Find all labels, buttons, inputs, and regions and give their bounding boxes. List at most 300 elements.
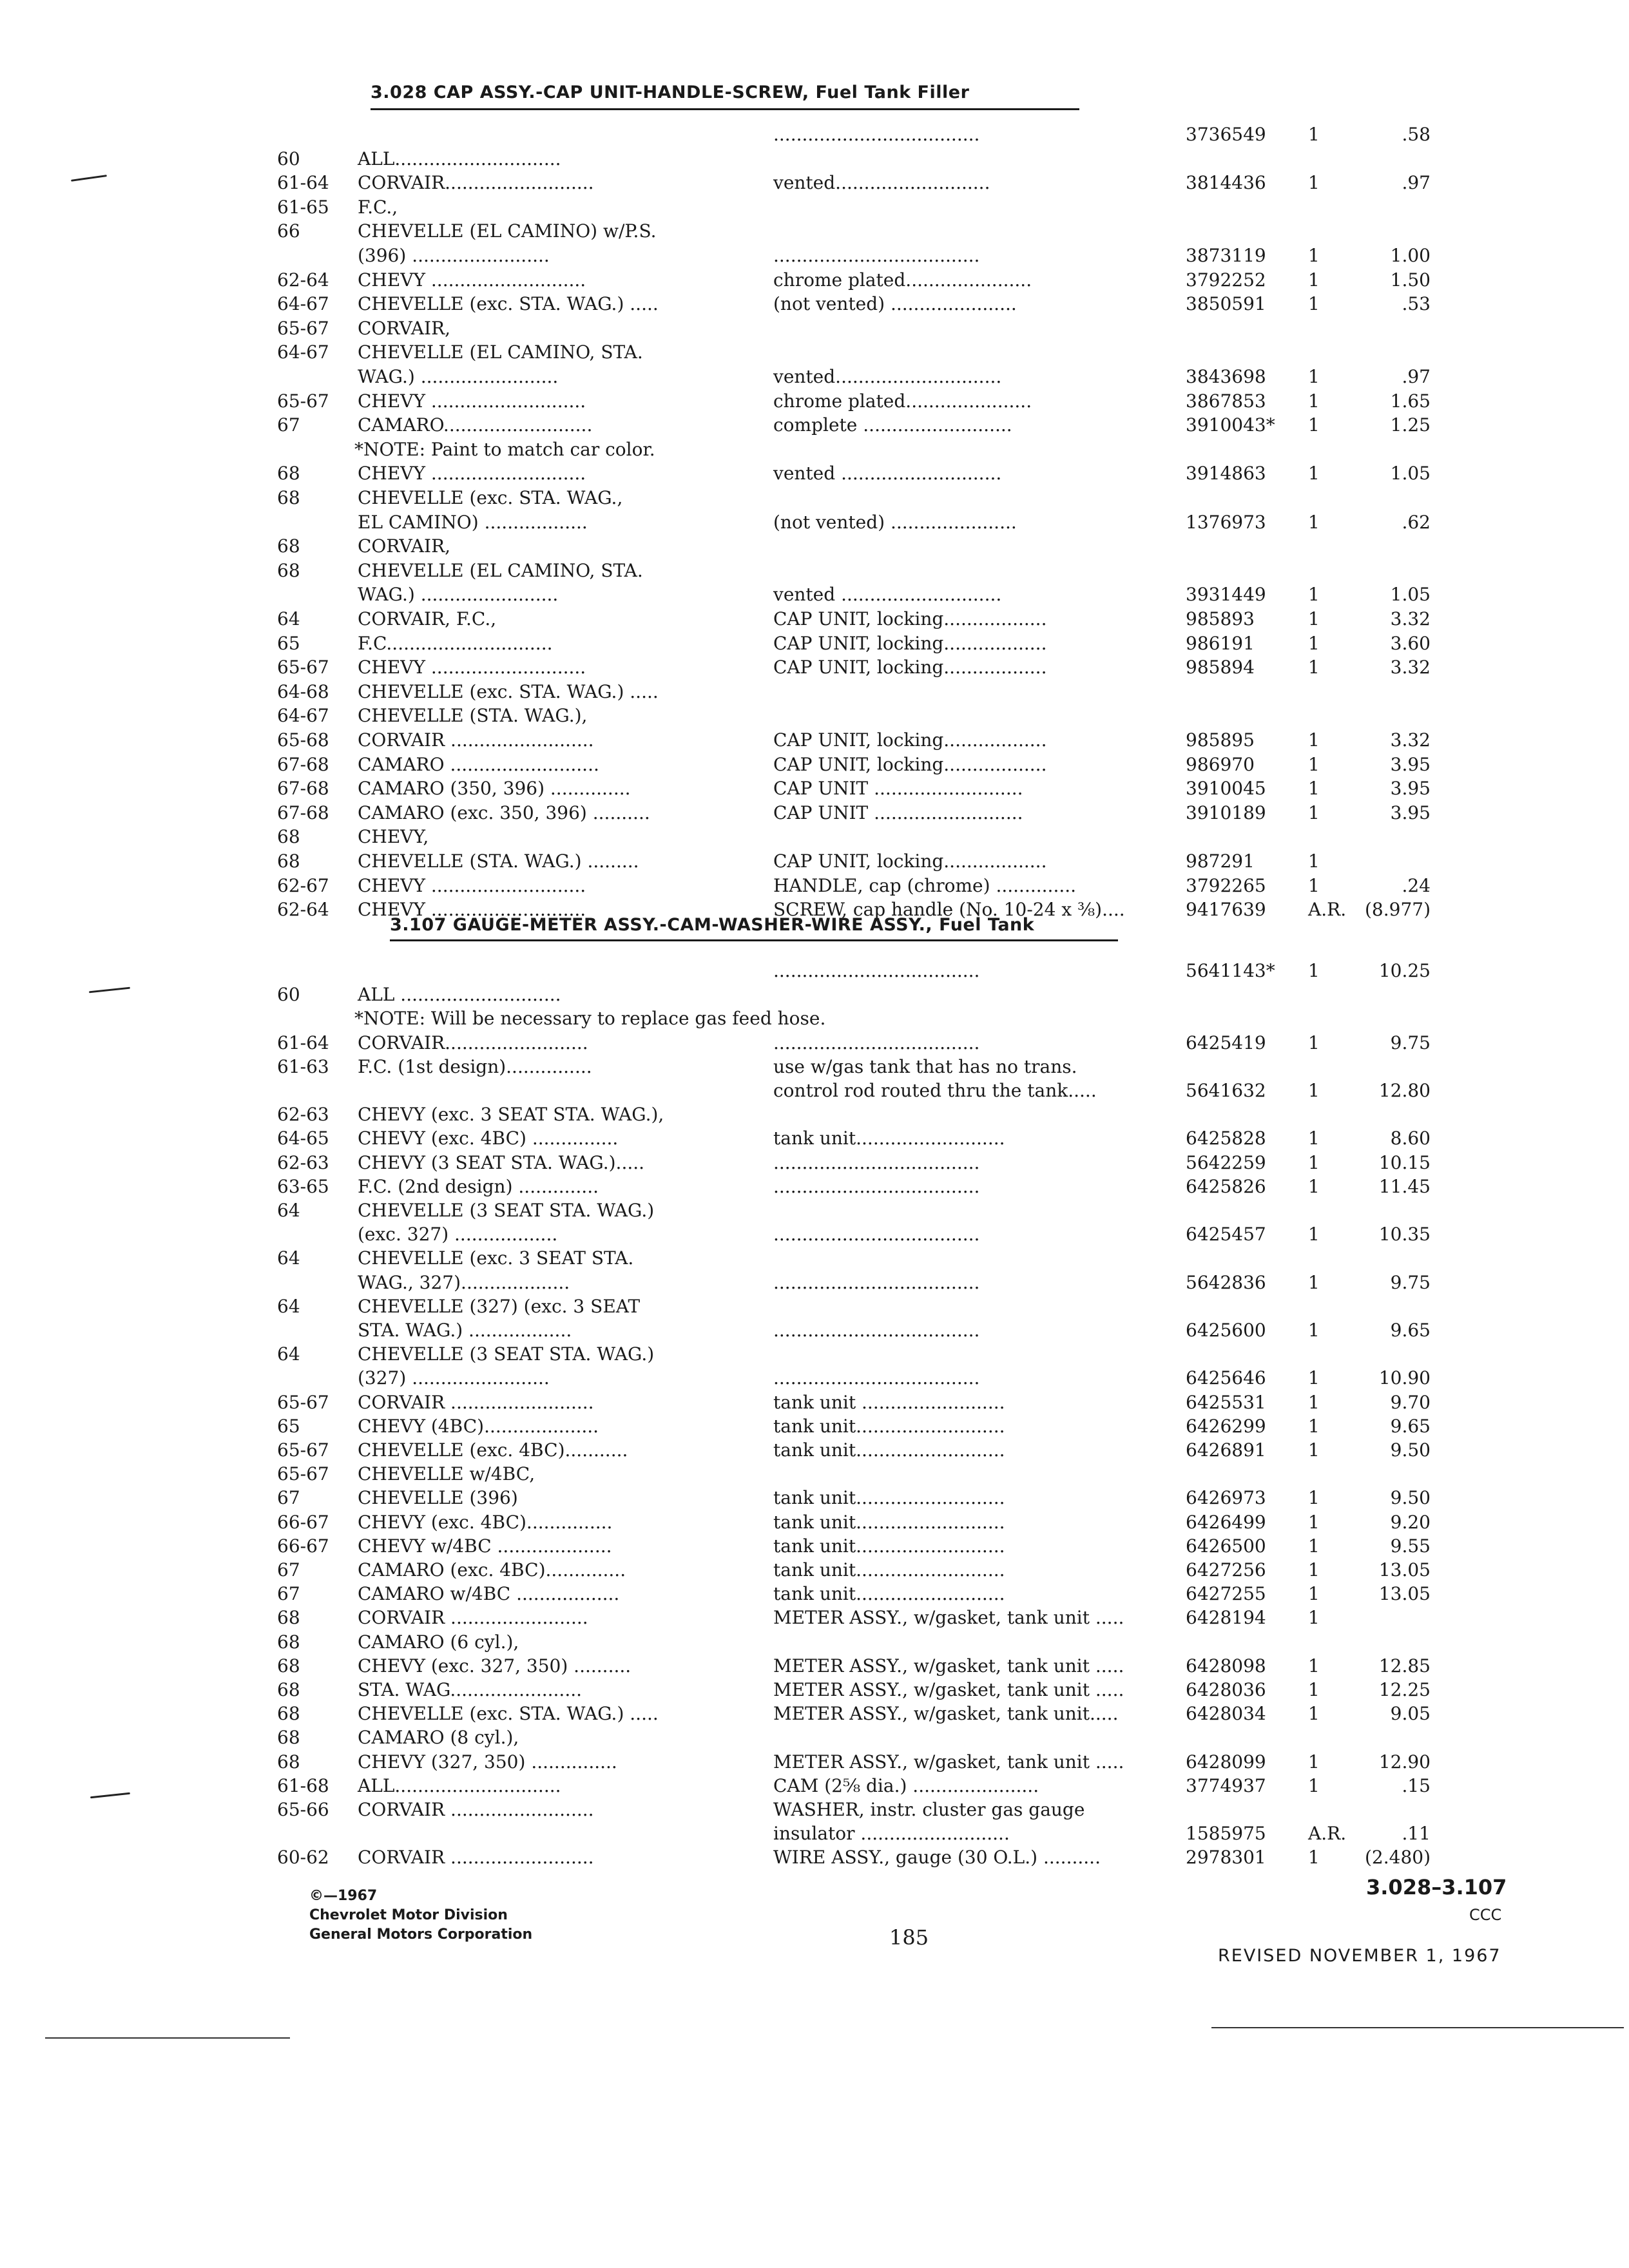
quantity-cell: 1 (1308, 1175, 1320, 1197)
price-cell: 9.65 (1390, 1320, 1431, 1341)
part-number-cell: 3774937 (1186, 1774, 1266, 1796)
year-cell: 62-63 (277, 1104, 329, 1126)
quantity-cell: 1 (1308, 463, 1320, 485)
description-cell: .................................... (773, 1224, 980, 1245)
part-number-cell: 3914863 (1186, 463, 1266, 485)
year-cell: 68 (277, 1607, 300, 1629)
year-cell: 64 (277, 1200, 300, 1221)
price-cell: .11 (1402, 1823, 1431, 1845)
description-cell: complete .......................... (773, 414, 1012, 436)
description-cell: .................................... (773, 1032, 980, 1053)
table-row (0, 535, 1629, 557)
table-row (0, 705, 1629, 727)
part-number-cell: 9417639 (1186, 899, 1266, 921)
model-cell: CHEVELLE (327) (exc. 3 SEAT (358, 1295, 641, 1317)
table-row (0, 1343, 1629, 1365)
model-cell: CHEVELLE (exc. STA. WAG.) ..... (358, 293, 659, 315)
model-cell: CHEVELLE (STA. WAG.), (358, 705, 588, 727)
table-row (0, 318, 1629, 340)
model-cell: CHEVY (exc. 4BC) ............... (358, 1128, 619, 1149)
quantity-cell: 1 (1308, 1271, 1320, 1293)
price-cell: .97 (1402, 366, 1431, 387)
model-cell: CHEVELLE w/4BC, (358, 1463, 535, 1485)
year-cell: 67 (277, 414, 300, 436)
description-cell: .................................... (773, 1271, 980, 1293)
table-row (0, 1512, 1629, 1533)
part-number-cell: 3736549 (1186, 124, 1266, 145)
part-number-cell: 5641632 (1186, 1080, 1266, 1101)
quantity-cell: 1 (1308, 1151, 1320, 1173)
price-cell: 1.00 (1390, 245, 1431, 266)
table-row (0, 960, 1629, 982)
table-row (0, 608, 1629, 630)
model-cell: CORVAIR ......................... (358, 1847, 594, 1869)
year-cell: 61-68 (277, 1774, 329, 1796)
year-cell: 65-67 (277, 1463, 329, 1485)
model-cell: (exc. 327) .................. (358, 1224, 558, 1245)
part-number-cell: 3910043* (1186, 414, 1275, 436)
year-cell: 66 (277, 220, 300, 242)
description-cell: CAP UNIT, locking.................. (773, 729, 1047, 751)
model-cell: EL CAMINO) .................. (358, 511, 588, 533)
description-cell: CAP UNIT, locking.................. (773, 753, 1047, 775)
description-cell: CAM (2⅝ dia.) ...................... (773, 1774, 1039, 1796)
table-row (0, 802, 1629, 824)
description-cell: .................................... (773, 124, 980, 145)
description-cell: CAP UNIT .......................... (773, 778, 1023, 800)
table-row (0, 512, 1629, 533)
model-cell: CHEVELLE (EL CAMINO, STA. (358, 559, 643, 581)
price-cell: .15 (1402, 1774, 1431, 1796)
description-cell: tank unit.......................... (773, 1535, 1005, 1557)
table-row (0, 1631, 1629, 1653)
table-row (0, 1703, 1629, 1725)
quantity-cell: 1 (1308, 729, 1320, 751)
table-row (0, 148, 1629, 170)
table-row (0, 1032, 1629, 1054)
year-cell: 67 (277, 1487, 300, 1509)
table-row (0, 1727, 1629, 1749)
table-row (0, 390, 1629, 412)
table-row (0, 1200, 1629, 1222)
price-cell: 9.70 (1390, 1391, 1431, 1413)
description-cell: WIRE ASSY., gauge (30 O.L.) .......... (773, 1847, 1101, 1869)
price-cell: 9.50 (1390, 1487, 1431, 1509)
description-cell: tank unit ......................... (773, 1391, 1005, 1413)
part-number-cell: 3792265 (1186, 874, 1266, 896)
quantity-cell: 1 (1308, 124, 1320, 145)
table-row (0, 754, 1629, 776)
model-cell: CORVAIR......................... (358, 1032, 588, 1053)
year-cell: 68 (277, 1631, 300, 1653)
quantity-cell: 1 (1308, 414, 1320, 436)
year-cell: 65-67 (277, 1439, 329, 1461)
note-row (0, 1008, 1629, 1030)
part-number-cell: 5642259 (1186, 1151, 1266, 1173)
quantity-cell: 1 (1308, 172, 1320, 194)
note-text: *NOTE: Paint to match car color. (354, 438, 655, 460)
description-cell: tank unit.......................... (773, 1559, 1005, 1581)
model-cell: STA. WAG....................... (358, 1679, 583, 1700)
quantity-cell: 1 (1308, 1511, 1320, 1533)
model-cell: CHEVY (exc. 4BC)............... (358, 1511, 613, 1533)
description-cell: (not vented) ...................... (773, 293, 1017, 315)
price-cell: 3.95 (1390, 753, 1431, 775)
part-number-cell: 6425457 (1186, 1224, 1266, 1245)
part-number-cell: 1376973 (1186, 511, 1266, 533)
year-cell: 64-67 (277, 705, 329, 727)
model-cell: CHEVY ........................... (358, 390, 586, 412)
description-cell: METER ASSY., w/gasket, tank unit ..... (773, 1655, 1124, 1677)
price-cell: 3.32 (1390, 729, 1431, 751)
quantity-cell: 1 (1308, 1487, 1320, 1509)
price-cell: 10.90 (1378, 1367, 1431, 1389)
model-cell: CHEVELLE (exc. STA. WAG., (358, 487, 623, 508)
table-row (0, 124, 1629, 146)
model-cell: WAG.) ........................ (358, 366, 559, 387)
price-cell: 12.90 (1378, 1751, 1431, 1773)
year-cell: 62-63 (277, 1151, 329, 1173)
year-cell: 63-65 (277, 1175, 329, 1197)
quantity-cell: 1 (1308, 511, 1320, 533)
model-cell: CHEVY ........................... (358, 874, 586, 896)
part-number-cell: 3910045 (1186, 778, 1266, 800)
year-cell: 66-67 (277, 1535, 329, 1557)
table-row (0, 293, 1629, 315)
part-number-cell: 6426500 (1186, 1535, 1266, 1557)
price-cell: 11.45 (1378, 1175, 1431, 1197)
year-cell: 68 (277, 1727, 300, 1749)
description-cell: CAP UNIT, locking.................. (773, 850, 1047, 872)
price-cell: 10.25 (1378, 960, 1431, 981)
model-cell: CHEVELLE (exc. STA. WAG.) ..... (358, 1703, 659, 1725)
description-cell: insulator .......................... (773, 1823, 1010, 1845)
table-row (0, 1367, 1629, 1389)
price-cell: 1.50 (1390, 269, 1431, 291)
section-title-3107: 3.107 GAUGE-METER ASSY.-CAM-WASHER-WIRE ASSY., Fuel Tank (390, 915, 1035, 935)
table-row (0, 826, 1629, 848)
year-cell: 67 (277, 1559, 300, 1581)
price-cell: 3.32 (1390, 657, 1431, 678)
year-cell: 68 (277, 1703, 300, 1725)
model-cell: CHEVY, (358, 826, 429, 848)
year-cell: 65-67 (277, 657, 329, 678)
price-cell: 3.32 (1390, 608, 1431, 629)
quantity-cell: 1 (1308, 1080, 1320, 1101)
table-row (0, 1247, 1629, 1269)
price-cell: 10.35 (1378, 1224, 1431, 1245)
price-cell: 1.05 (1390, 463, 1431, 485)
year-cell: 60 (277, 148, 300, 169)
table-row (0, 197, 1629, 218)
description-cell: tank unit.......................... (773, 1487, 1005, 1509)
year-cell: 62-67 (277, 874, 329, 896)
quantity-cell: 1 (1308, 1655, 1320, 1677)
description-cell: tank unit.......................... (773, 1511, 1005, 1533)
quantity-cell: 1 (1308, 657, 1320, 678)
year-cell: 64 (277, 608, 300, 629)
model-cell: CORVAIR.......................... (358, 172, 594, 194)
year-cell: 61-65 (277, 196, 329, 218)
table-row (0, 1679, 1629, 1701)
table-row (0, 633, 1629, 655)
price-cell: 1.25 (1390, 414, 1431, 436)
model-cell: CHEVY (3 SEAT STA. WAG.)..... (358, 1151, 645, 1173)
part-number-cell: 6427255 (1186, 1583, 1266, 1605)
price-cell: 9.65 (1390, 1415, 1431, 1437)
table-row (0, 1224, 1629, 1245)
part-number-cell: 6426299 (1186, 1415, 1266, 1437)
part-number-cell: 6425826 (1186, 1175, 1266, 1197)
table-row (0, 1487, 1629, 1509)
model-cell: CHEVY ........................... (358, 657, 586, 678)
table-row (0, 1559, 1629, 1581)
part-number-cell: 985895 (1186, 729, 1255, 751)
table-row (0, 245, 1629, 267)
year-cell: 61-64 (277, 172, 329, 194)
price-cell: 13.05 (1378, 1559, 1431, 1581)
price-cell: 9.75 (1390, 1032, 1431, 1053)
table-row (0, 1775, 1629, 1797)
table-row (0, 1751, 1629, 1773)
table-row (0, 487, 1629, 509)
part-number-cell: 986970 (1186, 753, 1255, 775)
year-cell: 64-65 (277, 1128, 329, 1149)
model-cell: CHEVELLE (EL CAMINO, STA. (358, 341, 643, 363)
part-number-cell: 5641143* (1186, 960, 1275, 981)
model-cell: CHEVELLE (EL CAMINO) w/P.S. (358, 220, 657, 242)
price-cell: .53 (1402, 293, 1431, 315)
year-cell: 65 (277, 632, 300, 654)
revision-date: REVISED NOVEMBER 1, 1967 (1218, 1946, 1501, 1966)
description-cell: (not vented) ...................... (773, 511, 1017, 533)
part-number-cell: 6425646 (1186, 1367, 1266, 1389)
footer-division: Chevrolet Motor Division (309, 1907, 508, 1923)
year-cell: 64-68 (277, 680, 329, 702)
description-cell: CAP UNIT, locking.................. (773, 632, 1047, 654)
quantity-cell: 1 (1308, 1320, 1320, 1341)
description-cell: HANDLE, cap (chrome) .............. (773, 874, 1077, 896)
year-cell: 68 (277, 850, 300, 872)
table-row (0, 1583, 1629, 1605)
part-number-cell: 6426499 (1186, 1511, 1266, 1533)
model-cell: CORVAIR, (358, 317, 451, 339)
model-cell: ALL............................. (358, 148, 561, 169)
year-cell: 68 (277, 559, 300, 581)
table-row (0, 984, 1629, 1006)
part-number-cell: 3814436 (1186, 172, 1266, 194)
description-cell: tank unit.......................... (773, 1128, 1005, 1149)
table-row (0, 584, 1629, 606)
quantity-cell: 1 (1308, 293, 1320, 315)
model-cell: WAG.) ........................ (358, 584, 559, 606)
model-cell: CHEVELLE (3 SEAT STA. WAG.) (358, 1343, 655, 1365)
price-cell: 3.95 (1390, 802, 1431, 823)
part-number-cell: 6426973 (1186, 1487, 1266, 1509)
quantity-cell: 1 (1308, 1774, 1320, 1796)
table-row (0, 1439, 1629, 1461)
part-number-cell: 6428098 (1186, 1655, 1266, 1677)
footer-copyright: ©—1967 (309, 1888, 378, 1904)
year-cell: 68 (277, 826, 300, 848)
price-cell: 1.05 (1390, 584, 1431, 606)
model-cell: CHEVY (327, 350) ............... (358, 1751, 617, 1773)
price-cell: 9.20 (1390, 1511, 1431, 1533)
quantity-cell: 1 (1308, 960, 1320, 981)
page-bottom-rule (1211, 2027, 1624, 2028)
description-cell: tank unit.......................... (773, 1415, 1005, 1437)
part-number-cell: 6428099 (1186, 1751, 1266, 1773)
description-cell: vented ............................ (773, 584, 1002, 606)
description-cell: METER ASSY., w/gasket, tank unit ..... (773, 1679, 1124, 1700)
price-cell: 1.65 (1390, 390, 1431, 412)
table-row (0, 1607, 1629, 1629)
table-row (0, 1392, 1629, 1414)
quantity-cell: 1 (1308, 1439, 1320, 1461)
price-cell: (8.977) (1364, 899, 1431, 921)
model-cell: (396) ........................ (358, 245, 550, 266)
quantity-cell: 1 (1308, 1607, 1320, 1629)
table-row (0, 1799, 1629, 1821)
table-row (0, 463, 1629, 485)
price-cell: 12.25 (1378, 1679, 1431, 1700)
description-cell: METER ASSY., w/gasket, tank unit ..... (773, 1751, 1124, 1773)
quantity-cell: A.R. (1308, 1823, 1347, 1845)
year-cell: 65-67 (277, 1391, 329, 1413)
model-cell: CAMARO (6 cyl.), (358, 1631, 519, 1653)
year-cell: 67-68 (277, 753, 329, 775)
catalog-code: CCC (1469, 1906, 1502, 1924)
table-row (0, 220, 1629, 242)
table-row (0, 1320, 1629, 1341)
model-cell: (327) ........................ (358, 1367, 550, 1389)
quantity-cell: 1 (1308, 778, 1320, 800)
description-cell: WASHER, instr. cluster gas gauge (773, 1799, 1085, 1820)
part-number-cell: 985893 (1186, 608, 1255, 629)
description-cell: CAP UNIT .......................... (773, 802, 1023, 823)
year-cell: 64-67 (277, 341, 329, 363)
year-cell: 68 (277, 463, 300, 485)
table-row (0, 560, 1629, 582)
quantity-cell: 1 (1308, 1703, 1320, 1725)
quantity-cell: 1 (1308, 390, 1320, 412)
description-cell: .................................... (773, 960, 980, 981)
table-row (0, 1104, 1629, 1126)
section-title-underline (390, 939, 1118, 941)
year-cell: 62-64 (277, 899, 329, 921)
model-cell: CHEVY ........................... (358, 899, 586, 921)
table-row (0, 1655, 1629, 1677)
model-cell: F.C............................. (358, 632, 553, 654)
model-cell: F.C. (2nd design) .............. (358, 1175, 599, 1197)
part-number-cell: 6425419 (1186, 1032, 1266, 1053)
year-cell: 62-64 (277, 269, 329, 291)
price-cell: 9.50 (1390, 1439, 1431, 1461)
quantity-cell: 1 (1308, 1128, 1320, 1149)
year-cell: 68 (277, 487, 300, 508)
model-cell: CHEVELLE (exc. 3 SEAT STA. (358, 1247, 634, 1269)
price-cell: 9.05 (1390, 1703, 1431, 1725)
part-number-cell: 3867853 (1186, 390, 1266, 412)
part-number-cell: 3843698 (1186, 366, 1266, 387)
quantity-cell: A.R. (1308, 899, 1347, 921)
quantity-cell: 1 (1308, 269, 1320, 291)
model-cell: CHEVY ........................... (358, 463, 586, 485)
model-cell: ALL............................. (358, 1774, 561, 1796)
part-number-cell: 6425531 (1186, 1391, 1266, 1413)
model-cell: F.C., (358, 196, 398, 218)
quantity-cell: 1 (1308, 1559, 1320, 1581)
table-row (0, 1128, 1629, 1149)
model-cell: CAMARO .......................... (358, 753, 599, 775)
quantity-cell: 1 (1308, 802, 1320, 823)
year-cell: 61-64 (277, 1032, 329, 1053)
year-cell: 60 (277, 984, 300, 1006)
part-number-cell: 3850591 (1186, 293, 1266, 315)
table-row (0, 1296, 1629, 1318)
table-row (0, 366, 1629, 388)
year-cell: 68 (277, 1679, 300, 1700)
price-cell: .58 (1402, 124, 1431, 145)
year-cell: 68 (277, 1655, 300, 1677)
table-row (0, 1823, 1629, 1845)
price-cell: (2.480) (1364, 1847, 1431, 1869)
description-cell: SCREW, cap handle (No. 10-24 x ⅜).... (773, 899, 1125, 921)
table-row (0, 1080, 1629, 1102)
quantity-cell: 1 (1308, 632, 1320, 654)
part-number-cell: 3792252 (1186, 269, 1266, 291)
part-number-cell: 2978301 (1186, 1847, 1266, 1869)
description-cell: .................................... (773, 1320, 980, 1341)
model-cell: CORVAIR ......................... (358, 1799, 594, 1820)
model-cell: CHEVY w/4BC .................... (358, 1535, 612, 1557)
table-row (0, 1176, 1629, 1198)
model-cell: CHEVELLE (3 SEAT STA. WAG.) (358, 1200, 655, 1221)
table-row (0, 778, 1629, 800)
year-cell: 64-67 (277, 293, 329, 315)
description-cell: vented ............................ (773, 463, 1002, 485)
section-title-3028: 3.028 CAP ASSY.-CAP UNIT-HANDLE-SCREW, Fuel Tank Filler (371, 82, 970, 102)
part-number-cell: 985894 (1186, 657, 1255, 678)
year-cell: 64 (277, 1295, 300, 1317)
model-cell: CHEVELLE (exc. 4BC)........... (358, 1439, 628, 1461)
footer-publisher (309, 1887, 532, 1945)
year-cell: 67-68 (277, 778, 329, 800)
part-number-cell: 6426891 (1186, 1439, 1266, 1461)
model-cell: F.C. (1st design)............... (358, 1055, 592, 1077)
year-cell: 65-67 (277, 390, 329, 412)
table-row (0, 1056, 1629, 1078)
table-row (0, 729, 1629, 751)
table-row (0, 1416, 1629, 1437)
year-cell: 64 (277, 1247, 300, 1269)
model-cell: STA. WAG.) .................. (358, 1320, 572, 1341)
quantity-cell: 1 (1308, 1224, 1320, 1245)
table-row (0, 1463, 1629, 1485)
model-cell: CAMARO.......................... (358, 414, 593, 436)
description-cell: control rod routed thru the tank..... (773, 1080, 1097, 1101)
year-cell: 66-67 (277, 1511, 329, 1533)
model-cell: ALL ............................ (358, 984, 561, 1006)
year-cell: 65-66 (277, 1799, 329, 1820)
quantity-cell: 1 (1308, 1751, 1320, 1773)
table-row (0, 1152, 1629, 1174)
table-row (0, 1847, 1629, 1869)
quantity-cell: 1 (1308, 584, 1320, 606)
page-bottom-rule (45, 2037, 290, 2039)
quantity-cell: 1 (1308, 1847, 1320, 1869)
description-cell: .................................... (773, 245, 980, 266)
